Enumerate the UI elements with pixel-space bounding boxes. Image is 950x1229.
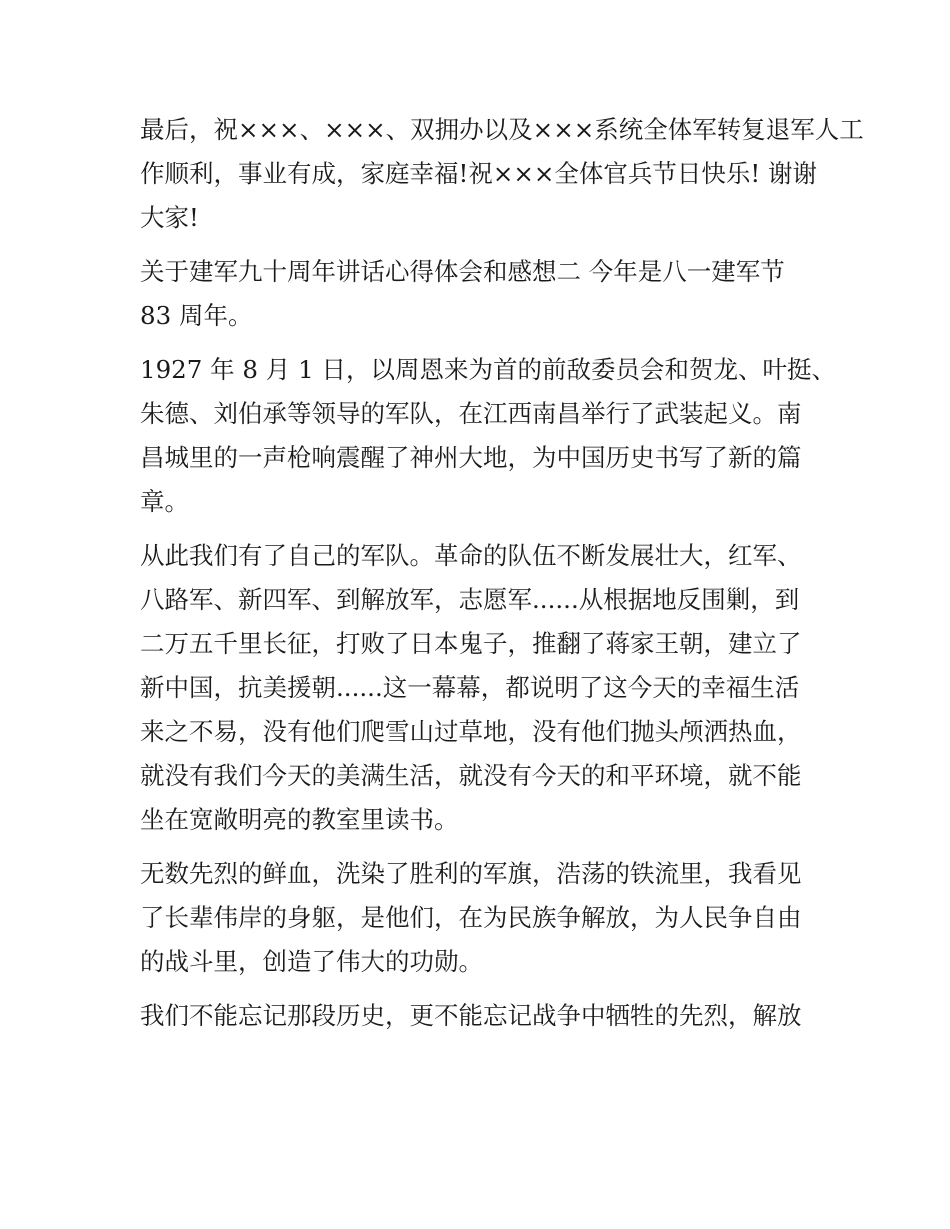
text-line: 最后，祝×××、×××、双拥办以及×××系统全体军转复退军人工 <box>140 115 864 144</box>
text-line: 1927 年 8 月 1 日，以周恩来为首的前敌委员会和贺龙、叶挺、 <box>140 355 836 384</box>
text-line: 关于建军九十周年讲话心得体会和感想二 今年是八一建军节 <box>140 257 785 286</box>
text-line: 了长辈伟岸的身躯，是他们，在为民族争解放，为人民争自由 <box>140 903 802 932</box>
text-line: 二万五千里长征，打败了日本鬼子，推翻了蒋家王朝，建立了 <box>140 629 802 658</box>
text-line: 作顺利，事业有成，家庭幸福!祝×××全体官兵节日快乐! 谢谢 <box>140 159 818 188</box>
text-line: 就没有我们今天的美满生活，就没有今天的和平环境，就不能 <box>140 761 802 790</box>
text-line: 坐在宽敞明亮的教室里读书。 <box>140 805 459 834</box>
document-body <box>140 108 864 1048</box>
text-line: 昌城里的一声枪响震醒了神州大地，为中国历史书写了新的篇 <box>140 443 802 472</box>
text-line: 八路军、新四军、到解放军，志愿军......从根据地反围剿，到 <box>140 585 800 614</box>
text-line: 大家! <box>140 203 199 232</box>
paragraph-army-history <box>140 534 815 842</box>
text-line: 新中国，抗美援朝......这一幕幕，都说明了这今天的幸福生活 <box>140 673 800 702</box>
text-line: 从此我们有了自己的军队。革命的队伍不断发展壮大，红军、 <box>140 541 802 570</box>
paragraph-remember-history <box>140 994 815 1038</box>
text-line: 83 周年。 <box>140 301 253 330</box>
paragraph-section-heading <box>140 250 815 338</box>
text-line: 来之不易，没有他们爬雪山过草地，没有他们抛头颅洒热血， <box>140 717 802 746</box>
paragraph-nanchang-uprising <box>140 348 836 524</box>
text-line: 朱德、刘伯承等领导的军队，在江西南昌举行了武装起义。南 <box>140 399 802 428</box>
text-line: 无数先烈的鲜血，洗染了胜利的军旗，浩荡的铁流里，我看见 <box>140 859 802 888</box>
paragraph-martyrs <box>140 852 815 984</box>
paragraph-closing-wishes <box>140 108 864 240</box>
text-line: 的战斗里，创造了伟大的功勋。 <box>140 947 483 976</box>
text-line: 章。 <box>140 487 189 516</box>
text-line: 我们不能忘记那段历史，更不能忘记战争中牺牲的先烈，解放 <box>140 1001 802 1030</box>
